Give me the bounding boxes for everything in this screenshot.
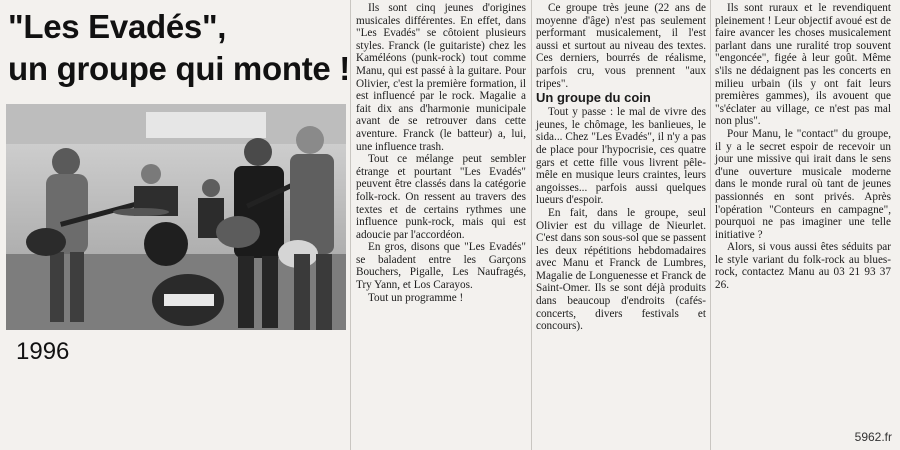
article-headline (8, 6, 348, 90)
column-rule (531, 0, 532, 450)
article-column-2 (536, 2, 706, 333)
band-photo (6, 104, 346, 330)
year-label: 1996 (16, 338, 70, 365)
paragraph: En gros, disons que "Les Evadés" se baladent entre les Garçons Bouchers, Pigalle, Les Naufragés, Try Yann, et Los Carayos. (356, 241, 526, 292)
paragraph: Pour Manu, le "contact" du groupe, il y a le secret espoir de recevoir un jour une missive qui irait dans le sens d'une ouverture musicale moderne dans le monde rural où tant de jeunes passionnés en sont privés. Après l'opération "Conteurs en campagne", pourquoi ne pas imaginer une telle initiative ? (715, 127, 891, 241)
paragraph: Ils sont ruraux et le revendiquent pleinement ! Leur objectif avoué est de faire avancer les choses musicalement parlant dans une ruralité trop souvent "engoncée", figée à leur goût. Même s'ils ne dédaignent pas les concerts en milieu urbain (ils y ont fait leurs premières gammes), ils avouent que "s'éclater au village, ce n'est pas mal non plus". (715, 2, 891, 128)
paragraph: Alors, si vous aussi êtes séduits par le style variant du folk-rock au blues-rock, contactez Manu au 03 21 93 37 26. (715, 241, 891, 292)
column-rule (350, 0, 351, 450)
paragraph: En fait, dans le groupe, seul Olivier est du village de Nieurlet. C'est dans son sous-sol que se passent les deux répétitions hebdomadaires avec Manu et Franck de Lumbres, Magalie de Longuenesse et Franck de Saint-Omer. Ils se sont déjà produits dans beaucoup d'endroits (cafés-concerts, divers festivals et concours). (536, 206, 706, 333)
paragraph: Tout y passe : le mal de vivre des jeunes, le chômage, les banlieues, le sida... Chez "Les Evadés", il n'y a pas de place pour l'hypocrisie, ces quatre gars et cette fille vous livrent pêle-mêle en musique leurs craintes, leurs angoisses... parfois aussi quelques lueurs d'espoir. (536, 106, 706, 207)
article-column-3 (715, 2, 891, 292)
paragraph: Ils sont cinq jeunes d'origines musicales différentes. En effet, dans "Les Evadés" se côtoient plusieurs styles. Franck (le guitariste) chez les Kaméléons (punk-rock) tout comme Manu, qui est passé à la guitare. Pour Olivier, c'est la première formation, il est influencé par le rock. Magalie a fait dix ans d'harmonie municipale avant de se retrouver dans cette aventure. Franck (le batteur) a, lui, une influence trash. (356, 2, 526, 153)
headline-line-2: un groupe qui monte ! (8, 50, 350, 87)
paragraph: Tout ce mélange peut sembler étrange et pourtant "Les Evadés" peuvent être classés dans la catégorie folk-rock. On ressent au travers des textes et de certains rythmes une influence punk-rock, mais qui est adoucie par l'accordéon. (356, 153, 526, 241)
headline-line-1: "Les Evadés", (8, 8, 227, 45)
paragraph: Tout un programme ! (368, 291, 464, 304)
site-watermark: 5962.fr (854, 430, 892, 444)
column-rule (710, 0, 711, 450)
section-subheading: Un groupe du coin (536, 90, 651, 106)
article-column-1 (356, 2, 526, 304)
paragraph: Ce groupe très jeune (22 ans de moyenne d'âge) n'est pas seulement performant musicalement, il l'est aussi et surtout au niveau des textes. Ces derniers, bourrés de réalisme, parfois cru, vous prennent "aux tripes". (536, 2, 706, 90)
